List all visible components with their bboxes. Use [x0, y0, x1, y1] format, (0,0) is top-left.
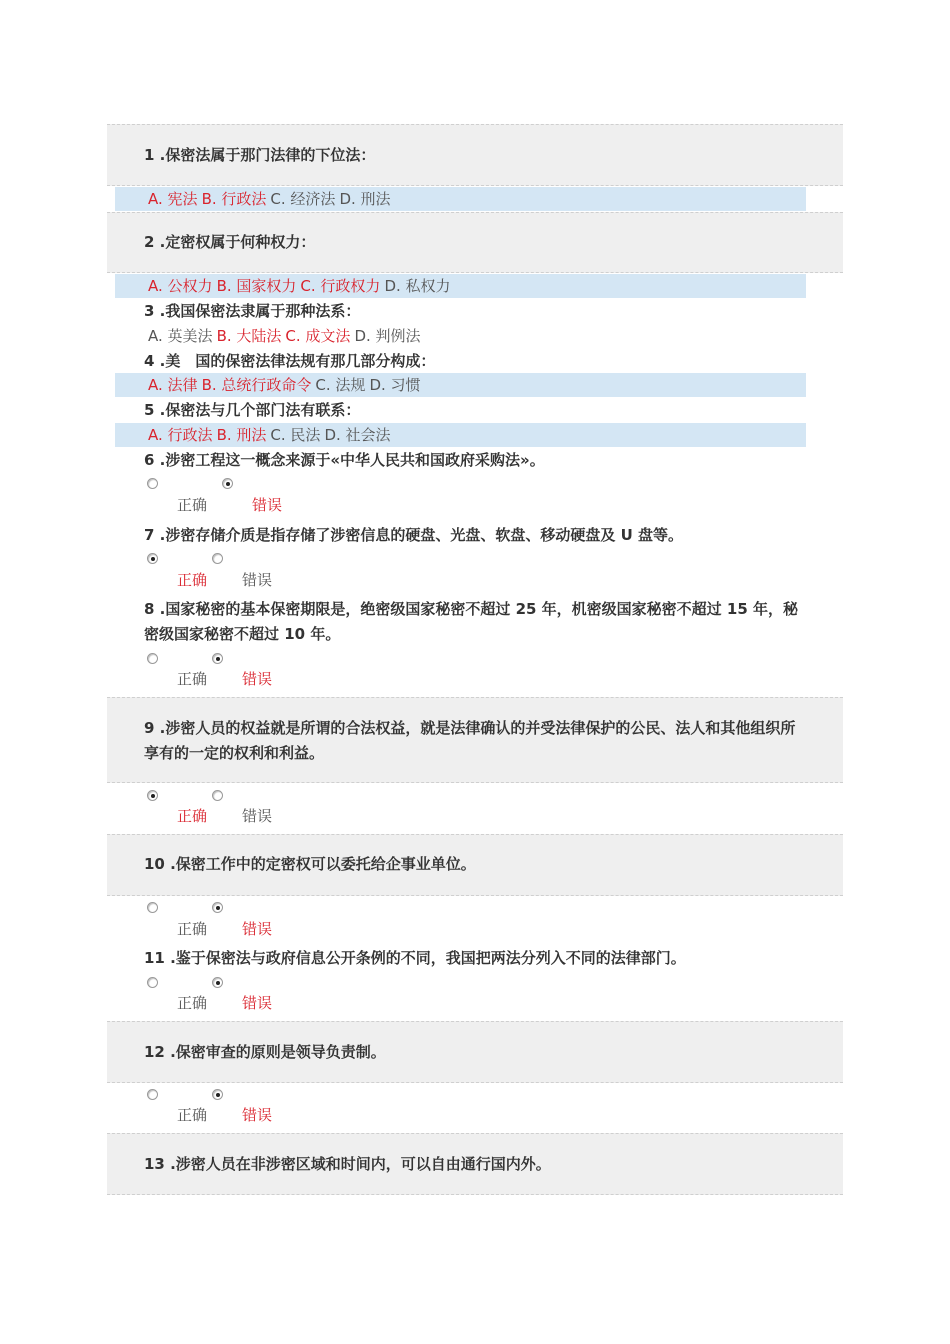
radio-wrong-6[interactable]: [222, 478, 233, 489]
label-wrong-9: 错误: [242, 807, 273, 825]
radio-right-7[interactable]: [147, 553, 158, 564]
label-wrong-11: 错误: [242, 994, 273, 1012]
options-row-2: [115, 274, 806, 298]
radio-right-11[interactable]: [147, 977, 158, 988]
question-text: 美 国的保密法律法规有那几部分构成：: [165, 352, 436, 370]
radio-right-10[interactable]: [147, 902, 158, 913]
option-letter: C.: [270, 426, 291, 444]
option-text: 刑法: [360, 190, 391, 208]
question-10: [144, 852, 809, 877]
option-letter: A.: [148, 327, 168, 345]
label-wrong-10: 错误: [242, 920, 273, 938]
option-b[interactable]: [217, 426, 267, 444]
question-4: [144, 349, 809, 374]
question-text: 涉密存储介质是指存储了涉密信息的硬盘、光盘、软盘、移动硬盘及 U 盘等。: [165, 526, 683, 544]
question-8: [144, 597, 809, 647]
option-a[interactable]: [148, 327, 213, 345]
question-text: 保密工作中的定密权可以委托给企事业单位。: [175, 855, 476, 873]
radio-wrong-8[interactable]: [212, 653, 223, 664]
option-letter: B.: [216, 426, 237, 444]
radio-right-6[interactable]: [147, 478, 158, 489]
option-letter: B.: [216, 277, 237, 295]
option-c[interactable]: [270, 190, 335, 208]
option-letter: C.: [315, 376, 336, 394]
option-d[interactable]: [369, 376, 420, 394]
question-9: [144, 716, 809, 766]
label-right-9: 正确: [177, 807, 208, 825]
option-b[interactable]: [202, 190, 267, 208]
question-number: 11 .: [144, 949, 176, 967]
radio-wrong-7[interactable]: [212, 553, 223, 564]
question-number: 1 .: [144, 146, 166, 164]
option-letter: D.: [354, 327, 376, 345]
question-2: [144, 230, 809, 255]
option-text: 民法: [290, 426, 321, 444]
label-right-12: 正确: [177, 1106, 208, 1124]
label-wrong-6: 错误: [252, 496, 283, 514]
question-number: 9 .: [144, 719, 166, 737]
radio-wrong-9[interactable]: [212, 790, 223, 801]
option-letter: D.: [369, 376, 391, 394]
option-text: 法律: [167, 376, 198, 394]
label-wrong-12: 错误: [242, 1106, 273, 1124]
option-letter: A.: [148, 376, 168, 394]
option-c[interactable]: [270, 426, 320, 444]
option-letter: D.: [324, 426, 346, 444]
question-text: 保密法属于那门法律的下位法：: [165, 146, 376, 164]
option-letter: A.: [148, 190, 168, 208]
options-row-4: [115, 373, 806, 397]
option-text: 判例法: [375, 327, 421, 345]
option-c[interactable]: [285, 327, 350, 345]
question-text: 鉴于保密法与政府信息公开条例的不同，我国把两法分列入不同的法律部门。: [175, 949, 686, 967]
label-right-6: 正确: [177, 496, 208, 514]
question-5: [144, 398, 809, 423]
radio-right-9[interactable]: [147, 790, 158, 801]
question-11: [144, 946, 809, 971]
question-number: 5 .: [144, 401, 166, 419]
options-row-5: [115, 423, 806, 447]
option-d[interactable]: [384, 277, 450, 295]
question-text: 保密审查的原则是领导负责制。: [175, 1043, 386, 1061]
option-text: 法规: [335, 376, 366, 394]
label-wrong-7: 错误: [242, 571, 273, 589]
option-text: 刑法: [236, 426, 267, 444]
option-d[interactable]: [339, 190, 390, 208]
question-number: 2 .: [144, 233, 166, 251]
option-d[interactable]: [324, 426, 390, 444]
option-text: 国家权力: [236, 277, 297, 295]
option-text: 行政权力: [320, 277, 381, 295]
label-right-10: 正确: [177, 920, 208, 938]
question-text: 定密权属于何种权力：: [165, 233, 316, 251]
question-number: 13 .: [144, 1155, 176, 1173]
option-letter: B.: [201, 190, 222, 208]
option-text: 成文法: [305, 327, 351, 345]
option-letter: C.: [300, 277, 321, 295]
option-letter: C.: [285, 327, 306, 345]
option-a[interactable]: [148, 277, 213, 295]
option-a[interactable]: [148, 376, 198, 394]
question-number: 8 .: [144, 600, 166, 618]
option-letter: D.: [339, 190, 361, 208]
option-letter: B.: [201, 376, 222, 394]
question-number: 4 .: [144, 352, 166, 370]
option-text: 总统行政命令: [221, 376, 312, 394]
options-row-3: [115, 324, 806, 348]
label-right-7: 正确: [177, 571, 208, 589]
radio-wrong-10[interactable]: [212, 902, 223, 913]
question-3: [144, 299, 809, 324]
option-text: 公权力: [167, 277, 213, 295]
question-number: 7 .: [144, 526, 166, 544]
question-text: 国家秘密的基本保密期限是，绝密级国家秘密不超过 25 年，机密级国家秘密不超过 15 年，秘密级国家秘密不超过 10 年。: [144, 600, 799, 643]
question-number: 3 .: [144, 302, 166, 320]
option-text: 英美法: [167, 327, 213, 345]
question-1: [144, 143, 809, 168]
option-a[interactable]: [148, 190, 198, 208]
option-a[interactable]: [148, 426, 213, 444]
option-letter: A.: [148, 277, 168, 295]
question-text: 涉密人员在非涉密区域和时间内，可以自由通行国内外。: [175, 1155, 551, 1173]
option-letter: B.: [216, 327, 237, 345]
radio-wrong-11[interactable]: [212, 977, 223, 988]
options-row-1: [115, 187, 806, 211]
label-right-8: 正确: [177, 670, 208, 688]
question-number: 10 .: [144, 855, 176, 873]
option-d[interactable]: [354, 327, 420, 345]
radio-right-8[interactable]: [147, 653, 158, 664]
radio-right-12[interactable]: [147, 1089, 158, 1100]
question-text: 保密法与几个部门法有联系：: [165, 401, 361, 419]
option-text: 宪法: [167, 190, 198, 208]
question-number: 6 .: [144, 451, 166, 469]
question-number: 12 .: [144, 1043, 176, 1061]
question-text: 涉密工程这一概念来源于«中华人民共和国政府采购法»。: [165, 451, 545, 469]
option-b[interactable]: [217, 327, 282, 345]
question-text: 涉密人员的权益就是所谓的合法权益，就是法律确认的并受法律保护的公民、法人和其他组织所享有的一定的权利和利益。: [144, 719, 796, 762]
question-text: 我国保密法隶属于那种法系：: [165, 302, 361, 320]
option-letter: D.: [384, 277, 406, 295]
question-13: [144, 1152, 809, 1177]
option-c[interactable]: [300, 277, 380, 295]
option-text: 习惯: [390, 376, 421, 394]
question-7: [144, 523, 809, 548]
question-12: [144, 1040, 809, 1065]
radio-wrong-12[interactable]: [212, 1089, 223, 1100]
option-text: 社会法: [345, 426, 391, 444]
option-text: 私权力: [405, 277, 451, 295]
option-text: 行政法: [221, 190, 267, 208]
option-text: 经济法: [290, 190, 336, 208]
label-wrong-8: 错误: [242, 670, 273, 688]
question-6: [144, 448, 809, 473]
option-letter: A.: [148, 426, 168, 444]
label-right-11: 正确: [177, 994, 208, 1012]
option-b[interactable]: [217, 277, 297, 295]
option-b[interactable]: [202, 376, 312, 394]
option-c[interactable]: [315, 376, 365, 394]
option-text: 大陆法: [236, 327, 282, 345]
option-text: 行政法: [167, 426, 213, 444]
option-letter: C.: [270, 190, 291, 208]
